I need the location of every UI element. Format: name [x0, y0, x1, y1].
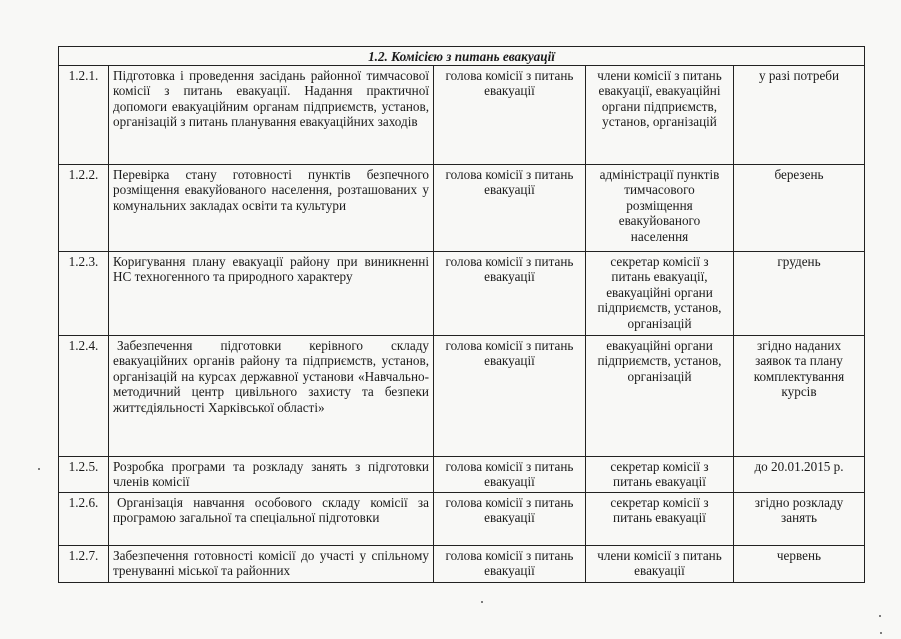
term-text: до 20.01.2015 р.: [734, 456, 865, 492]
row-number: 1.2.5.: [59, 456, 109, 492]
scan-speck: [481, 601, 483, 603]
row-number: 1.2.4.: [59, 335, 109, 456]
responsible-text: голова комісії з питань евакуації: [434, 492, 586, 545]
responsible-text: голова комісії з питань евакуації: [434, 456, 586, 492]
table-row: [59, 335, 865, 456]
task-text: Організація навчання особового складу комісії за програмою загальної та спеціальної підготовки: [109, 492, 434, 545]
responsible-text: голова комісії з питань евакуації: [434, 164, 586, 251]
scan-speck: [38, 468, 40, 470]
evacuation-plan-table: [58, 46, 865, 583]
task-text: Забезпечення підготовки керівного складу евакуаційних органів району та підприємств, установ, організацій на курсах державної установи «Навчально-методичний центр цивільного захисту та безпеки життєдіяльності Харківської області»: [109, 335, 434, 456]
executors-text: евакуаційні органи підприємств, установ, організацій: [586, 335, 734, 456]
executors-text: адміністрації пунктів тимчасового розміщення евакуйованого населення: [586, 164, 734, 251]
row-number: 1.2.2.: [59, 164, 109, 251]
responsible-text: голова комісії з питань евакуації: [434, 65, 586, 164]
responsible-text: голова комісії з питань евакуації: [434, 335, 586, 456]
scan-speck: [879, 615, 881, 617]
row-number: 1.2.1.: [59, 65, 109, 164]
row-number: 1.2.7.: [59, 545, 109, 582]
executors-text: секретар комісії з питань евакуації: [586, 492, 734, 545]
term-text: згідно наданих заявок та плану комплектування курсів: [734, 335, 865, 456]
term-text: згідно розкладу занять: [734, 492, 865, 545]
executors-text: секретар комісії з питань евакуації, евакуаційні органи підприємств, установ, організацій: [586, 251, 734, 335]
row-number: 1.2.6.: [59, 492, 109, 545]
section-title: 1.2. Комісією з питань евакуації: [59, 47, 865, 66]
table-row: [59, 251, 865, 335]
executors-text: члени комісії з питань евакуації: [586, 545, 734, 582]
term-text: грудень: [734, 251, 865, 335]
executors-text: члени комісії з питань евакуації, евакуаційні органи підприємств, установ, організацій: [586, 65, 734, 164]
task-text: Перевірка стану готовності пунктів безпечного розміщення евакуйованого населення, розташованих у комунальних закладах освіти та культури: [109, 164, 434, 251]
task-text: Забезпечення готовності комісії до участі у спільному тренуванні міської та районних: [109, 545, 434, 582]
scan-speck: [880, 632, 882, 634]
table-row: [59, 492, 865, 545]
term-text: у разі потреби: [734, 65, 865, 164]
term-text: червень: [734, 545, 865, 582]
executors-text: секретар комісії з питань евакуації: [586, 456, 734, 492]
section-header-row: [59, 47, 865, 66]
responsible-text: голова комісії з питань евакуації: [434, 251, 586, 335]
table-row: [59, 456, 865, 492]
table-row: [59, 65, 865, 164]
row-number: 1.2.3.: [59, 251, 109, 335]
table-row: [59, 545, 865, 582]
table-row: [59, 164, 865, 251]
term-text: березень: [734, 164, 865, 251]
task-text: Розробка програми та розкладу занять з підготовки членів комісії: [109, 456, 434, 492]
task-text: Підготовка і проведення засідань районної тимчасової комісії з питань евакуації. Надання практичної допомоги евакуаційним органам підприємств, установ, організацій з питань планування евакуаційних заходів: [109, 65, 434, 164]
responsible-text: голова комісії з питань евакуації: [434, 545, 586, 582]
task-text: Коригування плану евакуації району при виникненні НС техногенного та природного характеру: [109, 251, 434, 335]
